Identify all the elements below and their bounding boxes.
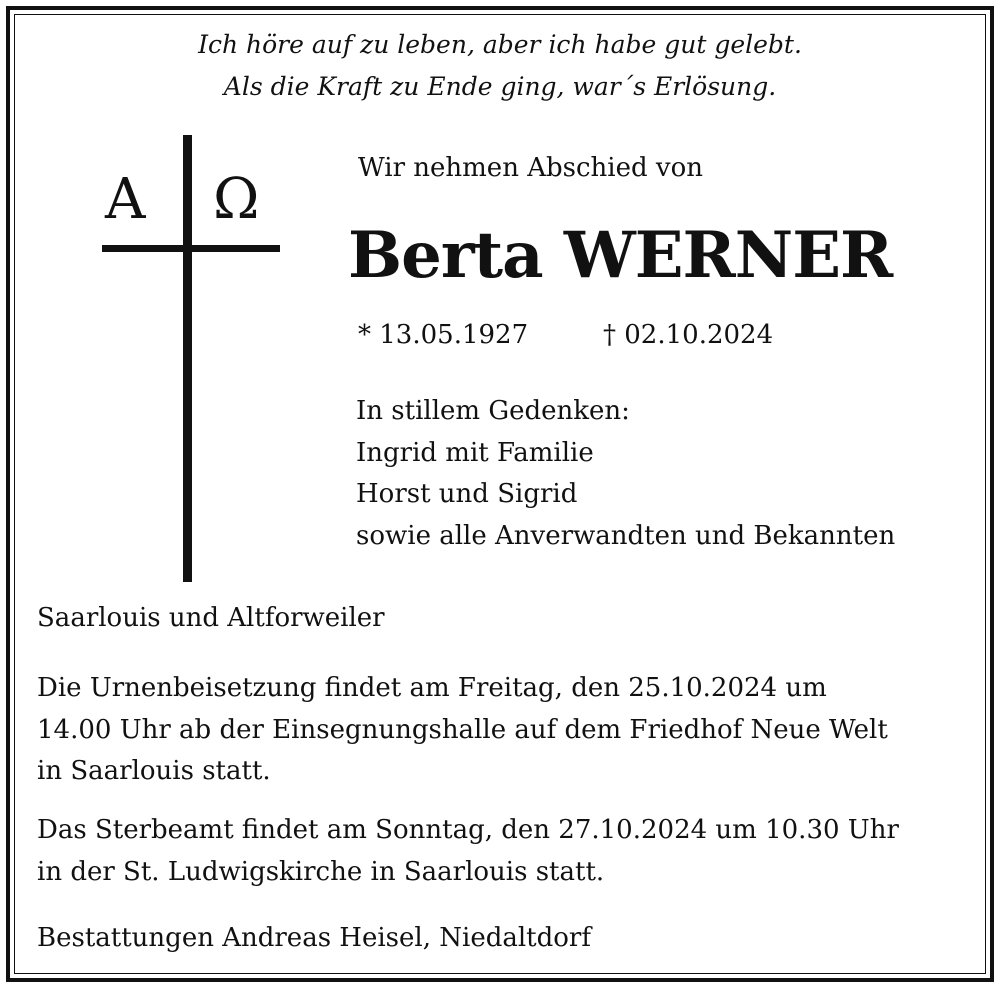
omega-symbol: Ω [213,167,260,232]
cross-horizontal-beam [102,245,280,252]
farewell-intro: Wir nehmen Abschied von [358,153,703,183]
funeral-notice-line: in Saarlouis statt. [37,756,271,786]
place-line: Saarlouis und Altforweiler [37,603,385,633]
requiem-notice-line: Das Sterbeamt findet am Sonntag, den 27.10.2024 um 10.30 Uhr [37,815,899,845]
funeral-notice [37,668,888,793]
mourner-entry: sowie alle Anverwandten und Bekannten [356,520,896,551]
requiem-notice-line: in der St. Ludwigskirche in Saarlouis statt. [37,856,605,887]
motto-line-2: Als die Kraft zu Ende ging, war´s Erlösung. [223,72,777,101]
death-date: † 02.10.2024 [603,320,774,350]
funeral-notice-line: Die Urnenbeisetzung findet am Freitag, den 25.10.2024 um [37,673,827,703]
funeral-notice-line: 14.00 Uhr ab der Einsegnungshalle auf dem Friedhof Neue Welt [37,714,888,745]
requiem-notice [37,810,899,893]
mourners-list [356,391,895,557]
motto-line-1: Ich höre auf zu leben, aber ich habe gut gelebt. [198,30,802,59]
undertaker-credit: Bestattungen Andreas Heisel, Niedaltdorf [37,923,591,953]
alpha-symbol: A [105,167,146,232]
mourner-entry: Horst und Sigrid [356,479,578,509]
deceased-name: Berta WERNER [348,218,893,293]
cross-vertical-beam [183,135,192,582]
mourner-entry: Ingrid mit Familie [356,437,594,468]
mourners-heading: In stillem Gedenken: [356,396,630,426]
birth-date: * 13.05.1927 [358,320,529,350]
